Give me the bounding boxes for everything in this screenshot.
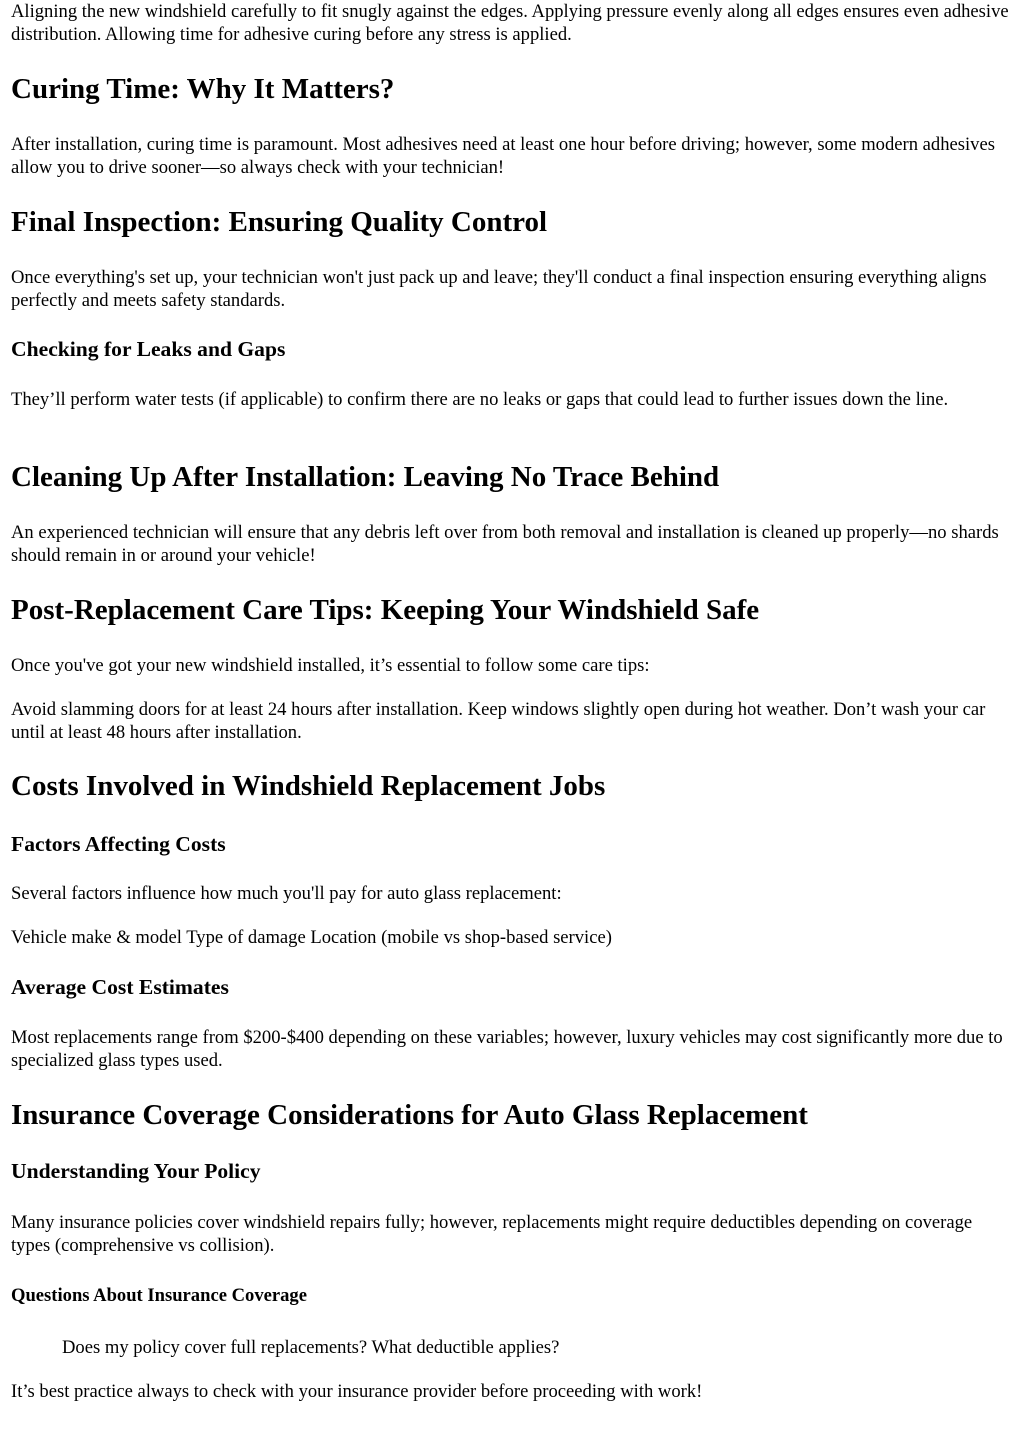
policy-paragraph: Many insurance policies cover windshield repairs fully; however, replacements might require deductibles depending on coverage types (comprehensive vs collision).	[11, 1212, 973, 1256]
factors-heading: Factors Affecting Costs	[11, 832, 226, 856]
insurance-closing: It’s best practice always to check with your insurance provider before proceeding with work!	[11, 1381, 703, 1402]
leaks-gaps-heading: Checking for Leaks and Gaps	[11, 337, 286, 361]
final-inspection-paragraph: Once everything's set up, your technician won't just pack up and leave; they'll conduct a final inspection ensuring everything aligns perfectly and meets safety standards.	[11, 267, 987, 311]
estimates-paragraph: Most replacements range from $200-$400 depending on these variables; however, luxury vehicles may cost significantly more due to specialized glass types used.	[11, 1027, 1003, 1071]
costs-heading: Costs Involved in Windshield Replacement Jobs	[11, 770, 606, 802]
insurance-questions: Does my policy cover full replacements? What deductible applies?	[62, 1337, 560, 1358]
leaks-gaps-paragraph: They’ll perform water tests (if applicable) to confirm there are no leaks or gaps that could lead to further issues down the line.	[11, 389, 949, 410]
curing-time-heading: Curing Time: Why It Matters?	[11, 73, 395, 105]
policy-heading: Understanding Your Policy	[11, 1159, 261, 1183]
curing-time-paragraph: After installation, curing time is paramount. Most adhesives need at least one hour before driving; however, some modern adhesives allow you to drive sooner—so always check with your technician!	[11, 134, 995, 178]
factors-list: Vehicle make & model Type of damage Location (mobile vs shop-based service)	[11, 927, 612, 948]
post-care-heading: Post-Replacement Care Tips: Keeping Your Windshield Safe	[11, 594, 760, 626]
insurance-heading: Insurance Coverage Considerations for Auto Glass Replacement	[11, 1099, 808, 1131]
final-inspection-heading: Final Inspection: Ensuring Quality Control	[11, 206, 548, 238]
insurance-questions-heading: Questions About Insurance Coverage	[11, 1285, 307, 1306]
intro-paragraph: Aligning the new windshield carefully to fit snugly against the edges. Applying pressure evenly along all edges ensures even adhesive distribution. Allowing time for adhesive curing before any stress is applied.	[11, 1, 1009, 45]
estimates-heading: Average Cost Estimates	[11, 975, 229, 999]
post-care-intro: Once you've got your new windshield installed, it’s essential to follow some care tips:	[11, 655, 650, 676]
cleaning-paragraph: An experienced technician will ensure that any debris left over from both removal and installation is cleaned up properly—no shards should remain in or around your vehicle!	[11, 522, 999, 566]
cleaning-heading: Cleaning Up After Installation: Leaving No Trace Behind	[11, 461, 720, 493]
factors-intro: Several factors influence how much you'll pay for auto glass replacement:	[11, 883, 562, 904]
post-care-tips: Avoid slamming doors for at least 24 hours after installation. Keep windows slightly open during hot weather. Don’t wash your car until at least 48 hours after installation.	[11, 699, 986, 743]
